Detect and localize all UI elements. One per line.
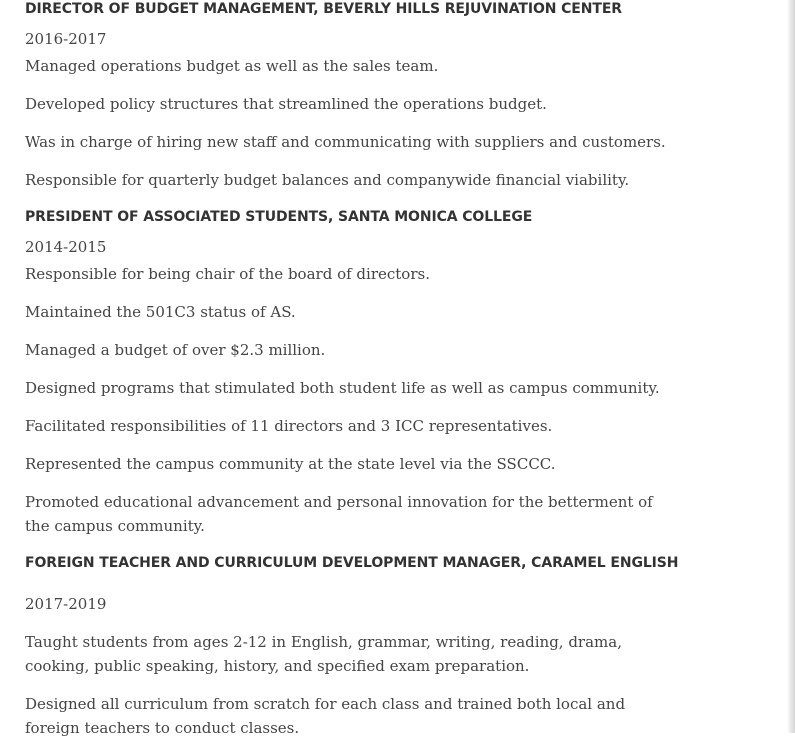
job-section	[25, 0, 675, 192]
job-duty: Responsible for quarterly budget balances and companywide financial viability.	[25, 171, 630, 189]
job-title: FOREIGN TEACHER AND CURRICULUM DEVELOPMENT MANAGER, CARAMEL ENGLISH	[25, 555, 679, 571]
job-duty: Facilitated responsibilities of 11 directors and 3 ICC representatives.	[25, 417, 553, 435]
job-title: DIRECTOR OF BUDGET MANAGEMENT, BEVERLY HILLS REJUVINATION CENTER	[25, 1, 622, 17]
job-duty: Was in charge of hiring new staff and communicating with suppliers and customers.	[25, 133, 666, 151]
job-title: PRESIDENT OF ASSOCIATED STUDENTS, SANTA MONICA COLLEGE	[25, 209, 533, 225]
job-duty: Managed a budget of over $2.3 million.	[25, 341, 326, 359]
experience-content	[25, 0, 679, 740]
job-duty: Represented the campus community at the state level via the SSCCC.	[25, 455, 556, 473]
job-duty: Designed programs that stimulated both student life as well as campus community.	[25, 379, 660, 397]
job-dates: 2016-2017	[25, 30, 107, 48]
job-section	[25, 554, 679, 740]
job-duty: Promoted educational advancement and personal innovation for the betterment of the campus community.	[25, 493, 653, 535]
job-duty: Maintained the 501C3 status of AS.	[25, 303, 296, 321]
job-duty: Designed all curriculum from scratch for each class and trained both local and foreign teachers to conduct classes.	[25, 695, 626, 737]
job-section	[25, 208, 675, 538]
job-duty: Managed operations budget as well as the sales team.	[25, 57, 439, 75]
job-duty: Developed policy structures that streamlined the operations budget.	[25, 95, 547, 113]
job-dates: 2017-2019	[25, 595, 107, 613]
page-edge-shadow	[787, 0, 795, 733]
job-dates: 2014-2015	[25, 238, 107, 256]
job-duty: Taught students from ages 2-12 in English, grammar, writing, reading, drama, cooking, public speaking, history, and specified exam preparation.	[25, 633, 622, 675]
job-duty: Responsible for being chair of the board of directors.	[25, 265, 430, 283]
